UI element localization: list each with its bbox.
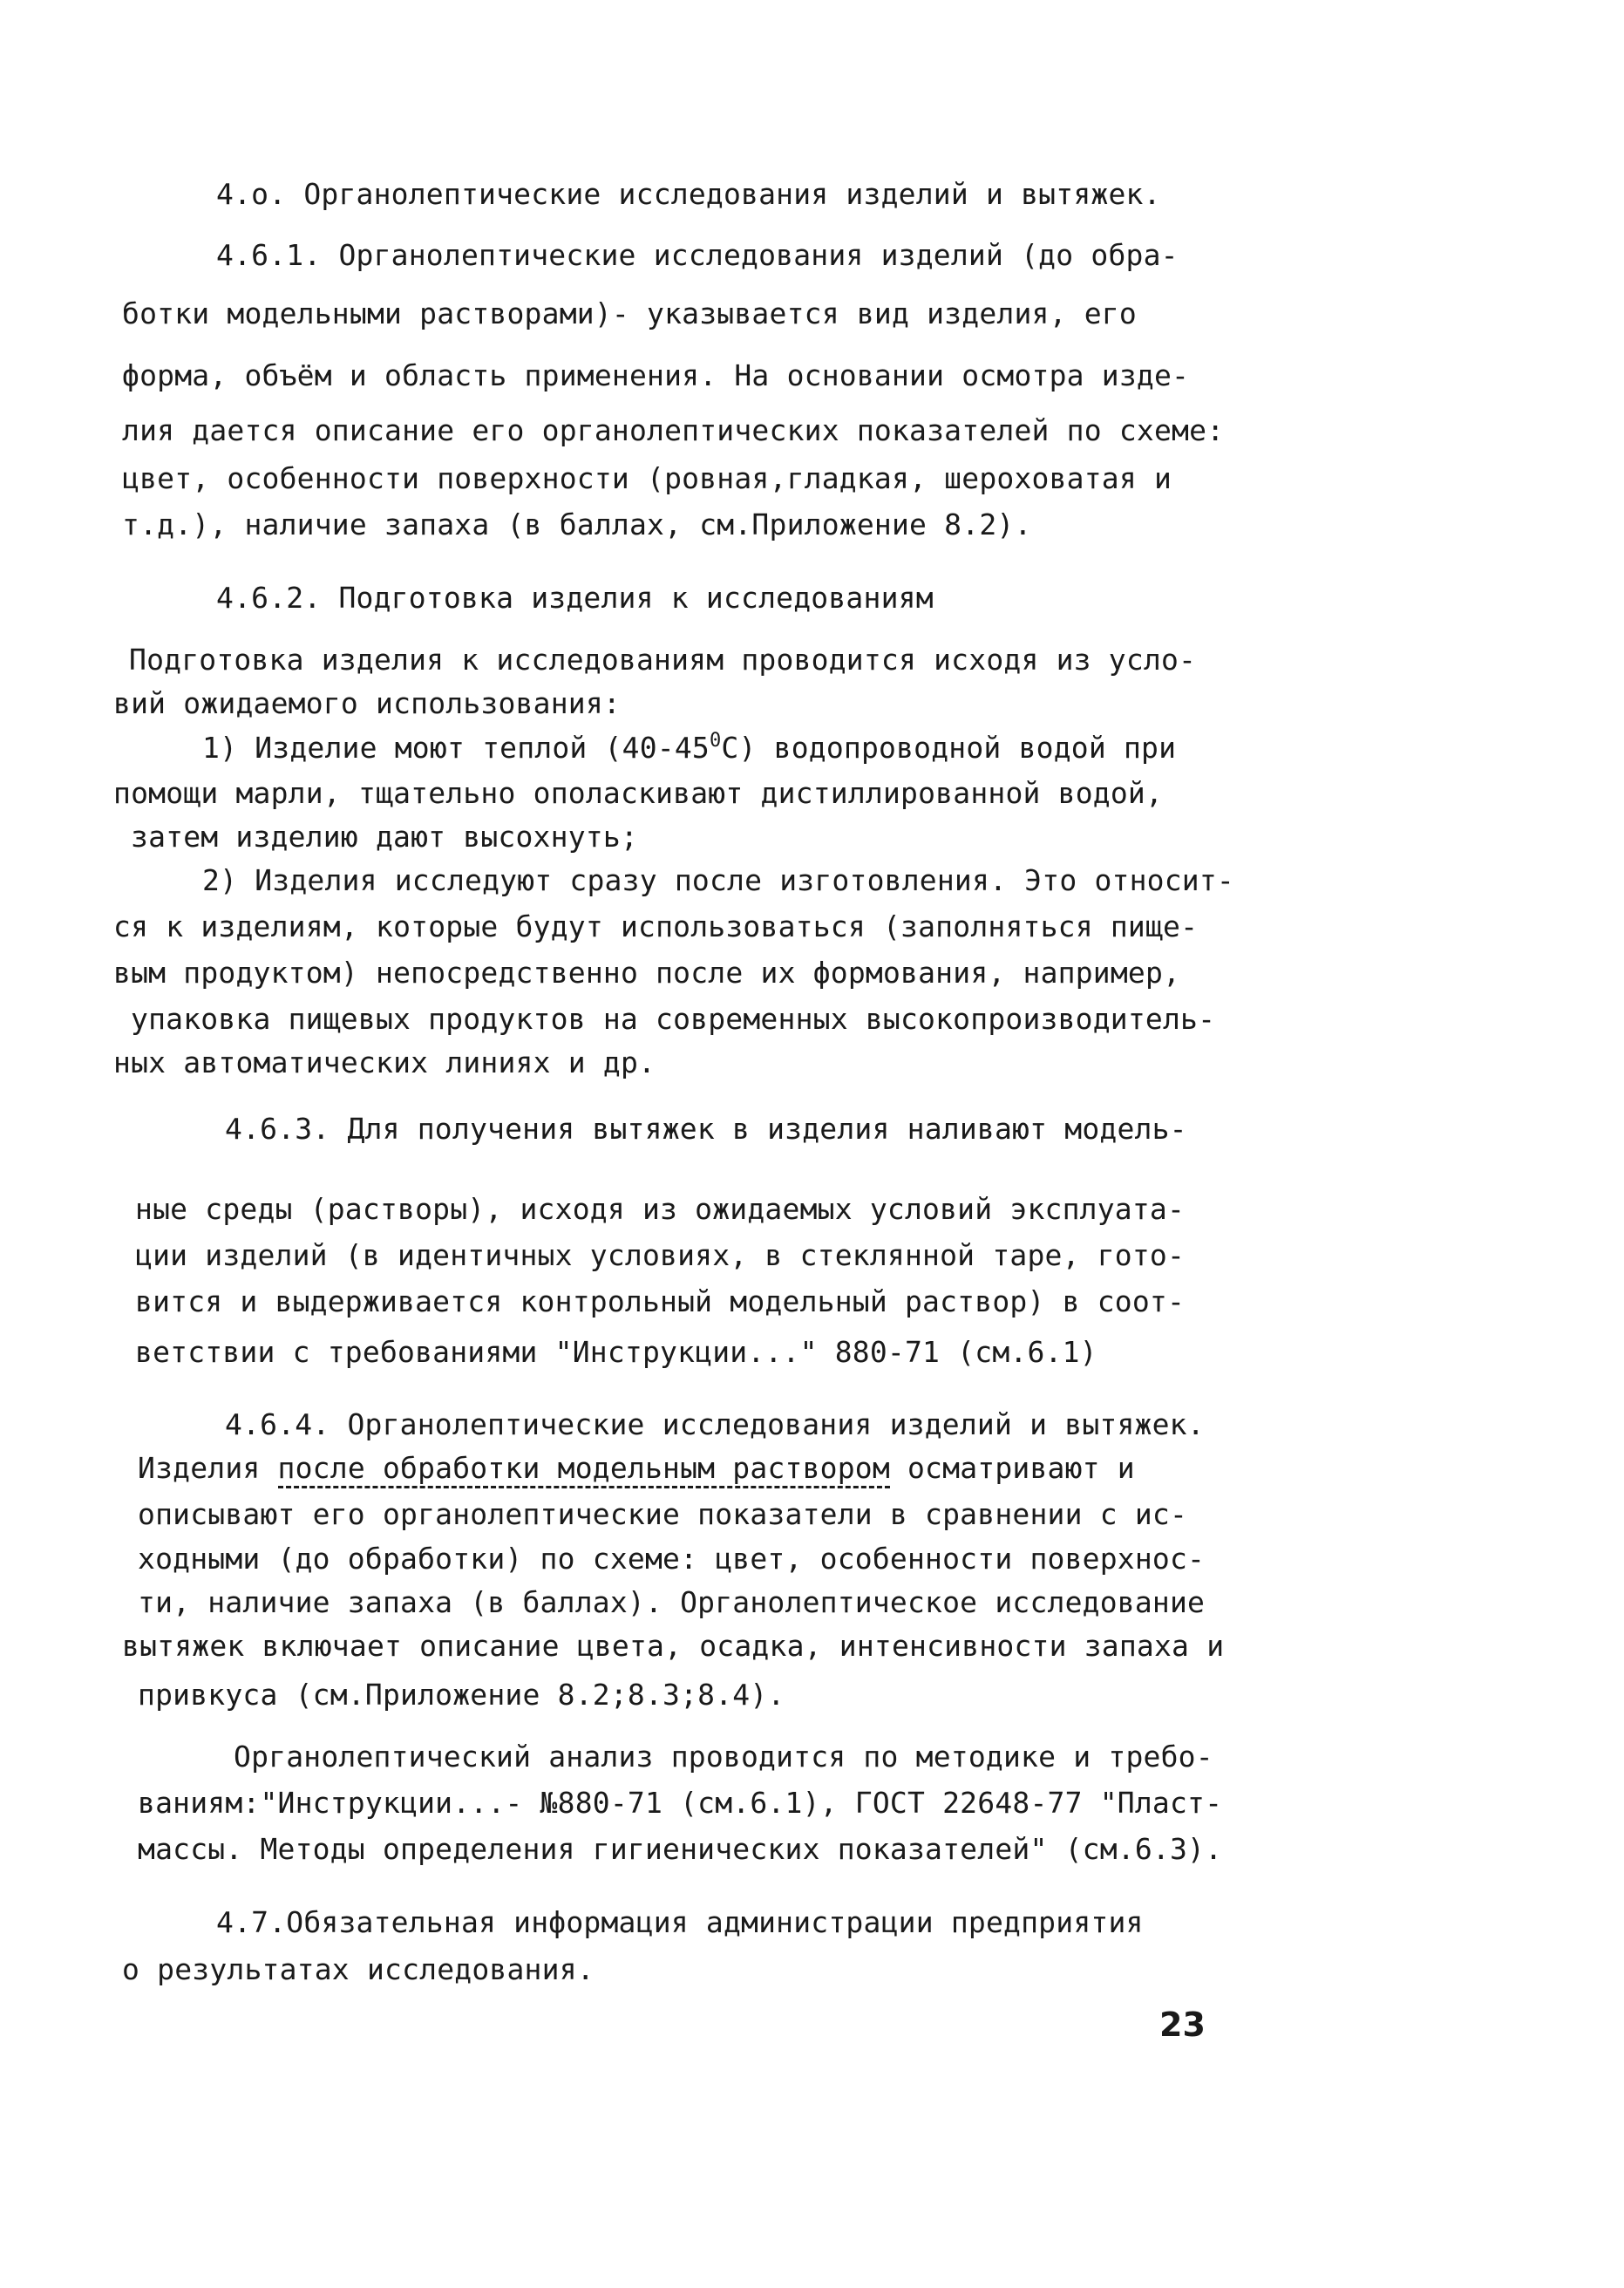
paragraph-line: ходными (до обработки) по схеме: цвет, особенности поверхнос- xyxy=(138,1542,1206,1576)
paragraph-line xyxy=(138,1451,1135,1486)
paragraph-line: вым продуктом) непосредственно после их формования, например, xyxy=(113,956,1181,990)
paragraph-line: привкуса (см.Приложение 8.2;8.3;8.4). xyxy=(138,1678,785,1712)
paragraph-line: вытяжек включает описание цвета, осадка, интенсивности запаха и xyxy=(122,1629,1225,1663)
paragraph-line: ваниям:"Инструкции...- №880-71 (см.6.1), ГОСТ 22648-77 "Пласт- xyxy=(138,1786,1223,1820)
list-item-2: 2) Изделия исследуют сразу после изготовления. Это относит- xyxy=(202,863,1234,897)
paragraph-line: о результатах исследования. xyxy=(122,1952,595,1986)
paragraph-line: ботки модельными растворами)- указывается вид изделия, его xyxy=(122,296,1137,330)
degree-superscript: 0 xyxy=(709,730,722,752)
paragraph-line: ся к изделиям, которые будут использоваться (заполняться пище- xyxy=(113,909,1199,943)
list-item-1-text-end: C) водопроводной водой при xyxy=(721,731,1177,765)
paragraph-line: затем изделию дают высохнуть; xyxy=(131,820,638,854)
paragraph-line: помощи марли, тщательно ополаскивают дистиллированной водой, xyxy=(113,776,1164,810)
section-heading-4-7: 4.7.Обязательная информация администрации предприятия xyxy=(216,1905,1144,1939)
paragraph-line: 4.6.1. Органолептические исследования изделий (до обра- xyxy=(216,238,1179,272)
paragraph-line: ти, наличие запаха (в баллах). Органолептическое исследование xyxy=(138,1585,1206,1619)
paragraph-line: цвет, особенности поверхности (ровная,гладкая, шероховатая и xyxy=(122,461,1172,495)
paragraph-line: описывают его органолептические показатели в сравнении с ис- xyxy=(138,1497,1188,1531)
paragraph-analysis-start: Органолептический анализ проводится по методике и требо- xyxy=(234,1740,1213,1774)
paragraph-line: т.д.), наличие запаха (в баллах, см.Приложение 8.2). xyxy=(122,507,1032,541)
page-number: 23 xyxy=(1159,2005,1206,2044)
paragraph-line: ные среды (растворы), исходя из ожидаемых условий эксплуата- xyxy=(135,1192,1186,1226)
underlined-text: после обработки модельным раствором xyxy=(278,1451,890,1488)
paragraph-line: вий ожидаемого использования: xyxy=(113,686,621,720)
paragraph-line: Подготовка изделия к исследованиям проводится исходя из усло- xyxy=(129,643,1197,677)
paragraph-line: массы. Методы определения гигиенических показателей" (см.6.3). xyxy=(138,1832,1223,1866)
paragraph-line: форма, объём и область применения. На основании осмотра изде- xyxy=(122,358,1190,392)
list-item-1 xyxy=(202,731,1176,770)
list-item-1-text: 1) Изделие моют теплой (40-45 xyxy=(202,731,710,765)
section-heading-4-6: 4.о. Органолептические исследования изделий и вытяжек. xyxy=(216,177,1161,211)
text-span: Изделия xyxy=(138,1451,278,1485)
paragraph-line: ветствии с требованиями "Инструкции..." 880-71 (см.6.1) xyxy=(135,1335,1097,1369)
subsection-heading-4-6-2: 4.6.2. Подготовка изделия к исследованиям xyxy=(216,581,934,615)
paragraph-line: ции изделий (в идентичных условиях, в стеклянной таре, гото- xyxy=(135,1238,1186,1272)
paragraph-4-6-3-start: 4.6.3. Для получения вытяжек в изделия наливают модель- xyxy=(225,1112,1187,1146)
paragraph-line: вится и выдерживается контрольный модельный раствор) в соот- xyxy=(135,1284,1186,1318)
paragraph-line: ных автоматических линиях и др. xyxy=(113,1045,656,1079)
text-span: осматривают и xyxy=(889,1451,1135,1485)
paragraph-line: упаковка пищевых продуктов на современных высокопроизводитель- xyxy=(131,1002,1216,1036)
paragraph-line: лия дается описание его органолептических показателей по схеме: xyxy=(122,413,1225,447)
paragraph-4-6-4-start: 4.6.4. Органолептические исследования изделий и вытяжек. xyxy=(225,1407,1205,1441)
